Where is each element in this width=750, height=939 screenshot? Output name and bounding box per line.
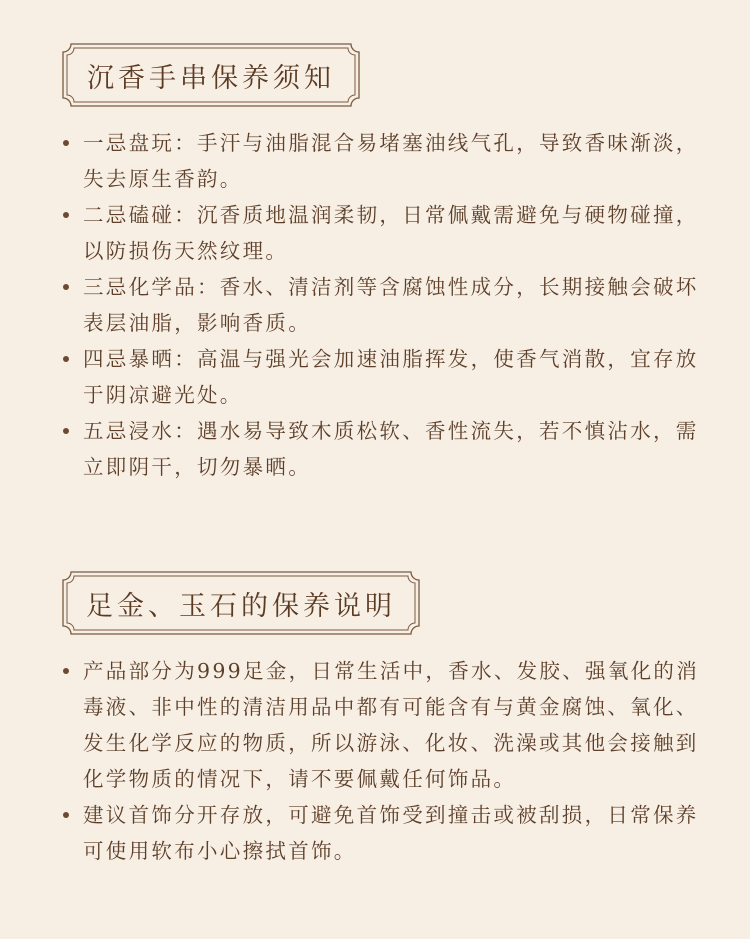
bullet-dot — [63, 356, 69, 362]
list-item — [60, 797, 700, 869]
bullet-dot — [63, 212, 69, 218]
bullet-dot — [63, 428, 69, 434]
list-item-text: 二忌磕碰：沉香质地温润柔韧，日常佩戴需避免与硬物碰撞，以防损伤天然纹理。 — [83, 203, 699, 263]
section-title: 沉香手串保养须知 — [87, 62, 335, 94]
list-item-text: 三忌化学品：香水、清洁剂等含腐蚀性成分，长期接触会破坏表层油脂，影响香质。 — [83, 275, 699, 335]
list-item — [60, 653, 700, 797]
bullet-dot — [63, 140, 69, 146]
chenxiang-care-list — [60, 125, 700, 485]
list-item — [60, 125, 700, 197]
list-item — [60, 413, 700, 485]
bullet-dot — [63, 284, 69, 290]
section-title-frame-gold-jade — [63, 572, 419, 634]
list-item-text: 一忌盘玩：手汗与油脂混合易堵塞油线气孔，导致香味渐淡，失去原生香韵。 — [83, 131, 699, 191]
list-item — [60, 197, 700, 269]
list-item-text: 建议首饰分开存放，可避免首饰受到撞击或被刮损，日常保养可使用软布小心擦拭首饰。 — [83, 803, 699, 863]
section-title-frame-chenxiang — [63, 44, 359, 106]
list-item — [60, 269, 700, 341]
list-item-text: 产品部分为999足金，日常生活中，香水、发胶、强氧化的消毒液、非中性的清洁用品中都有可能含有与黄金腐蚀、氧化、发生化学反应的物质，所以游泳、化妆、洗澡或其他会接触到化学物质的情况下，请不要佩戴任何饰品。 — [83, 659, 700, 791]
list-item-text: 五忌浸水：遇水易导致木质松软、香性流失，若不慎沾水，需立即阴干，切勿暴晒。 — [83, 419, 699, 479]
section-title: 足金、玉石的保养说明 — [86, 590, 396, 622]
list-item — [60, 341, 700, 413]
bullet-dot — [63, 812, 69, 818]
gold-jade-care-list — [60, 653, 700, 869]
list-item-text: 四忌暴晒：高温与强光会加速油脂挥发，使香气消散，宜存放于阴凉避光处。 — [83, 347, 699, 407]
bullet-dot — [63, 668, 69, 674]
